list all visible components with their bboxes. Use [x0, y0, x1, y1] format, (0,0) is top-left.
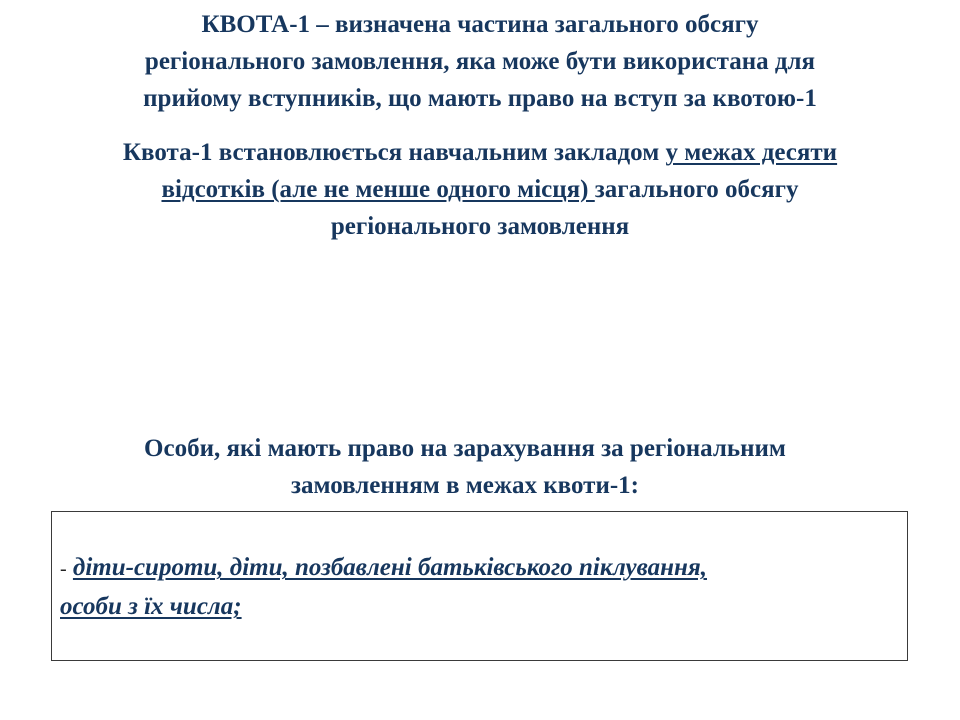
eligible-persons-heading	[0, 430, 930, 504]
eligible-persons-box	[51, 511, 908, 661]
eligible-heading-line-2: замовленням в межах квоти-1:	[290, 472, 640, 499]
quota-definition-line-2: регіонального замовлення, яка може бути використана для	[144, 48, 816, 75]
list-dash: -	[60, 558, 67, 580]
quota-size-prefix: Квота-1 встановлюється навчальним закладом	[122, 139, 666, 166]
quota-definition-line-1: КВОТА-1 – визначена частина загального обсягу	[201, 11, 759, 38]
quota-size-limit-underlined-2: відсотків (але не менше одного місця)	[161, 176, 595, 203]
eligible-list-item	[60, 549, 900, 626]
eligible-heading-line-1: Особи, які мають право на зарахування за регіональним	[144, 435, 786, 462]
quota-size-line-3: регіонального замовлення	[330, 213, 630, 240]
quota-size-suffix: загального обсягу	[594, 176, 799, 203]
quota-definition	[0, 6, 960, 117]
quota-size-limit-underlined-1: у межах десяти	[665, 139, 838, 166]
eligible-item-line-1: діти-сироти, діти, позбавлені батьківського піклування,	[72, 554, 707, 581]
quota-definition-line-3: прийому вступників, що мають право на вступ за квотою-1	[143, 85, 817, 112]
quota-size-statement	[0, 134, 960, 245]
eligible-item-line-2: особи з їх числа;	[60, 593, 242, 620]
